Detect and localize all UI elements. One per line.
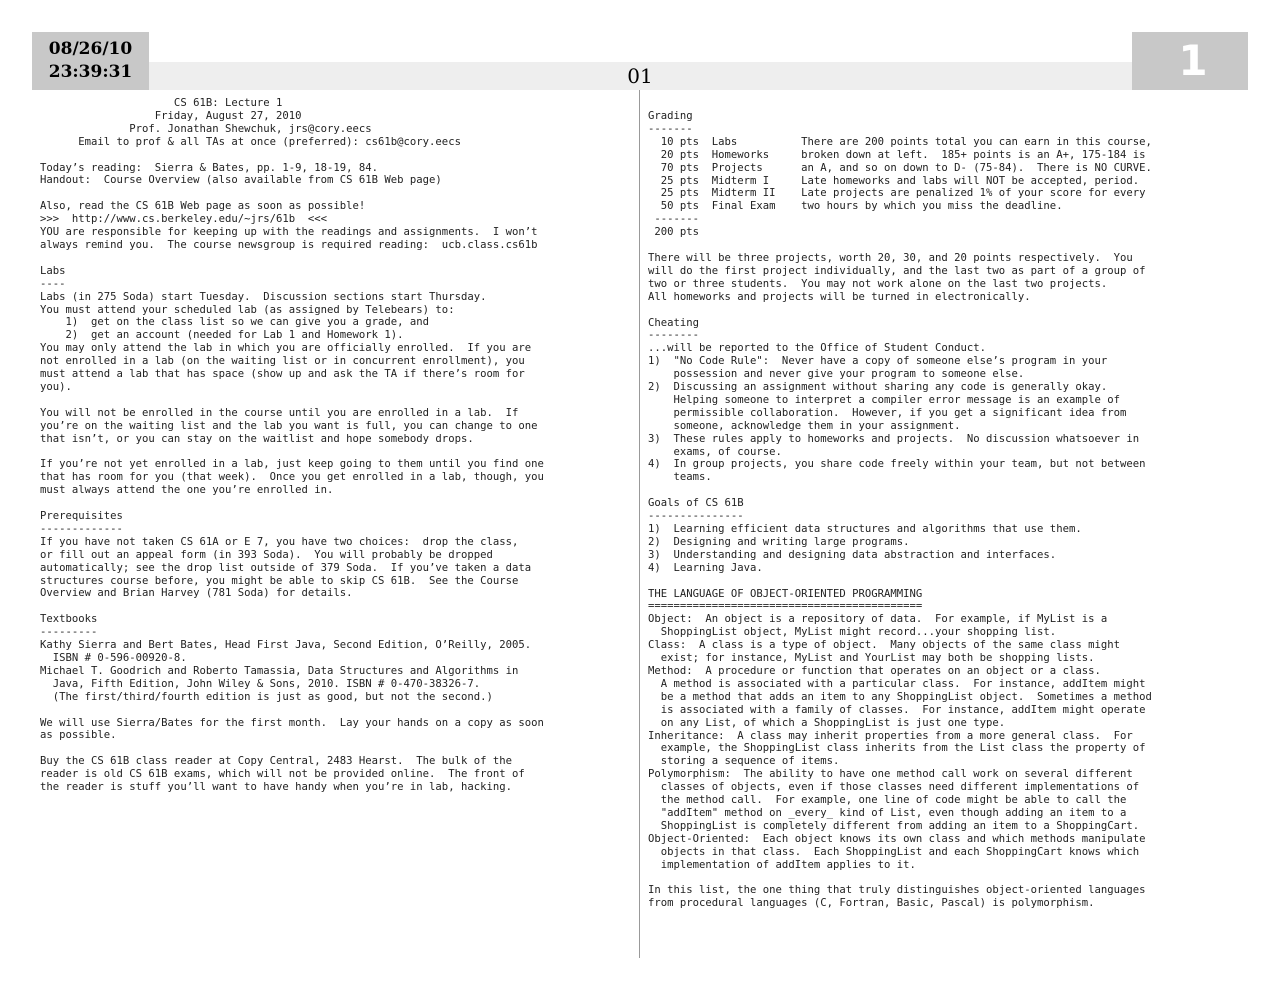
left-column-text: CS 61B: Lecture 1 Friday, August 27, 2010 Prof. Jonathan Shewchuk, jrs@cory.eecs Email to prof & all TAs at once (preferred): cs61b@cory.eecs Today’s reading: Sierra & Bates, pp. 1-9, 18-19, 84. Handout: Course Overview (also available from CS 61B Web page) Also, read the CS 61B Web page as soon as possible! >>> http://www.cs.berkeley.edu/~jrs/61b <<< YOU are responsible for keeping up with the readings and assignments. I won’t always remind you. The course newsgroup is required reading: ucb.class.cs61b Labs ---- Labs (in 275 Soda) start Tuesday. Discussion sections start Thursday. You must attend your scheduled lab (as assigned by Telebears) to: 1) get on the class list so we can give you a grade, and 2) get an account (needed for Lab 1 and Homework 1). You may only attend the lab in which you are officially enrolled. If you are not enrolled in a lab (on the waiting list or in concurrent enrollment), you must attend a lab that has space (show up and ask the TA if there’s room for you). You will not be enrolled in the course until you are enrolled in a lab. If you’re on the waiting list and the lab you want is full, you can change to one that isn’t, or you can stay on the waitlist and hope somebody drops. If you’re not yet enrolled in a lab, just keep going to them until you find one that has room for you (that week). Once you get enrolled in a lab, though, you must always attend the one you’re enrolled in. Prerequisites ------------- If you have not taken CS 61A or E 7, you have two choices: drop the class, or fill out an appeal form (in 393 Soda). You will probably be dropped automatically; see the drop list outside of 379 Soda. If you’ve taken a data structures course before, you might be able to skip CS 61B. See the Course Overview and Brian Harvey (781 Soda) for details. Textbooks --------- Kathy Sierra and Bert Bates, Head First Java, Second Edition, O’Reilly, 2005. ISBN # 0-596-00920-8. Michael T. Goodrich and Roberto Tamassia, Data Structures and Algorithms in Java, Fifth Edition, John Wiley & Sons, 2010. ISBN # 0-470-38326-7. (The first/third/fourth edition is just as good, but not the second.) We will use Sierra/Bates for the first month. Lay your hands on a copy as soon as possible. Buy the CS 61B class reader at Copy Central, 2483 Hearst. The bulk of the reader is old CS 61B exams, which will not be provided online. The front of the reader is stuff you’ll want to have handy when you’re in lab, hacking. (40, 97, 544, 794)
right-column-text: Grading ------- 10 pts Labs There are 200 points total you can earn in this course, 20 pts Homeworks broken down at left. 185+ points is an A+, 175-184 is 70 pts Projects an A, and so on down to D- (75-84). There is NO CURVE. 25 pts Midterm I Late homeworks and labs will NOT be accepted, period. 25 pts Midterm II Late projects are penalized 1% of your score for every 50 pts Final Exam two hours by which you miss the deadline. ------- 200 pts There will be three projects, worth 20, 30, and 20 points respectively. You will do the first project individually, and the last two as part of a group of two or three students. You may not work alone on the last two projects. All homeworks and projects will be turned in electronically. Cheating -------- ...will be reported to the Office of Student Conduct. 1) "No Code Rule": Never have a copy of someone else’s program in your possession and never give your program to someone else. 2) Discussing an assignment without sharing any code is generally okay. Helping someone to interpret a compiler error message is an example of permissible collaboration. However, if you get a significant idea from someone, acknowledge them in your assignment. 3) These rules apply to homeworks and projects. No discussion whatsoever in exams, of course. 4) In group projects, you share code freely within your team, but not between teams. Goals of CS 61B --------------- 1) Learning efficient data structures and algorithms that use them. 2) Designing and writing large programs. 3) Understanding and designing data abstraction and interfaces. 4) Learning Java. THE LANGUAGE OF OBJECT-ORIENTED PROGRAMMING =========================================== Object: An object is a repository of data. For example, if MyList is a ShoppingList object, MyList might record...your shopping list. Class: A class is a type of object. Many objects of the same class might exist; for instance, MyList and YourList may both be shopping lists. Method: A procedure or function that operates on an object or a class. A method is associated with a particular class. For instance, addItem might be a method that adds an item to any ShoppingList object. Sometimes a method is associated with a family of classes. For instance, addItem might operate on any List, of which a ShoppingList is just one type. Inheritance: A class may inherit properties from a more general class. For example, the ShoppingList class inherits from the List class the property of storing a sequence of items. Polymorphism: The ability to have one method call work on several different classes of objects, even if those classes need different implementations of the method call. For example, one line of code might be able to call the "addItem" method on _every_ kind of List, even though adding an item to a ShoppingList is completely different from adding an item to a ShoppingCart. Object-Oriented: Each object knows its own class and which methods manipulate objects in that class. Each ShoppingList and each ShoppingCart knows which implementation of addItem applies to it. In this list, the one thing that truly distinguishes object-oriented languages from procedural languages (C, Fortran, Basic, Pascal) is polymorphism. (648, 110, 1152, 910)
header-date: 08/26/10 (48, 39, 133, 59)
header-file-number: 01 (627, 64, 653, 88)
header-page-number-box (1132, 32, 1248, 90)
header-timestamp (32, 32, 149, 90)
column-divider (639, 90, 640, 958)
header-page-number: 1 (1178, 36, 1208, 85)
header-time: 23:39:31 (48, 62, 133, 82)
